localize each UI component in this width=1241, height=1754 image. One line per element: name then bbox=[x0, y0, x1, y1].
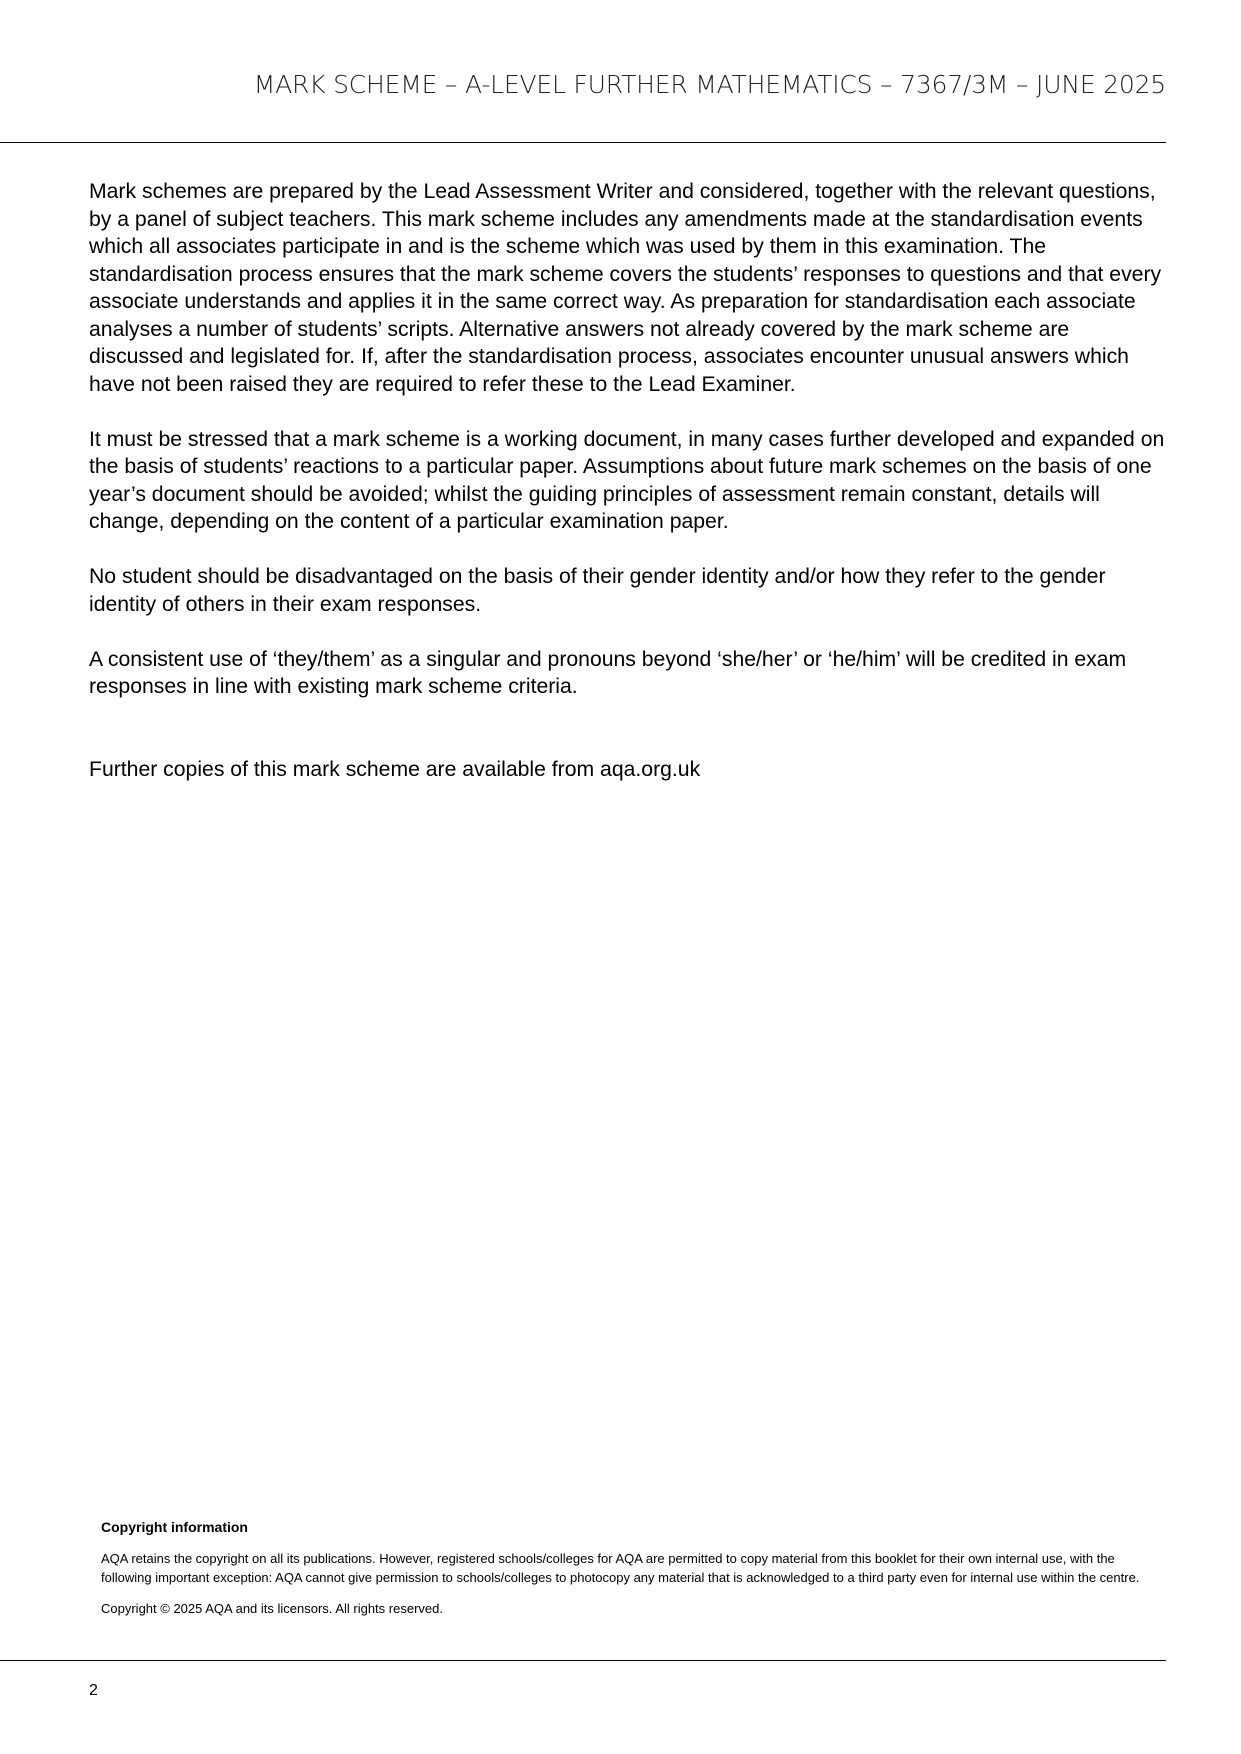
copyright-section bbox=[101, 1518, 1141, 1630]
page-header-title: MARK SCHEME – A-LEVEL FURTHER MATHEMATICS – 7367/3M – JUNE 2025 bbox=[253, 70, 1166, 99]
paragraph-gender-identity: No student should be disadvantaged on the basis of their gender identity and/or how they refer to the gender identity of others in their exam responses. bbox=[89, 565, 1106, 616]
further-copies-text: Further copies of this mark scheme are available from aqa.org.uk bbox=[89, 757, 701, 781]
copyright-notice: Copyright © 2025 AQA and its licensors. All rights reserved. bbox=[101, 1601, 443, 1616]
main-content bbox=[89, 178, 1169, 811]
copyright-heading: Copyright information bbox=[101, 1519, 248, 1535]
header-divider bbox=[0, 142, 1166, 143]
footer-divider bbox=[0, 1660, 1166, 1661]
page-number: 2 bbox=[89, 1682, 98, 1699]
paragraph-pronouns: A consistent use of ‘they/them’ as a singular and pronouns beyond ‘she/her’ or ‘he/him’ will be credited in exam responses in line with existing mark scheme criteria. bbox=[89, 647, 1127, 698]
paragraph-working-document: It must be stressed that a mark scheme is a working document, in many cases further developed and expanded on the basis of students’ reactions to a particular paper. Assumptions about future mark schemes on the basis of one year’s document should be avoided; whilst the guiding principles of assessment remain constant, details will change, depending on the content of a particular examination paper. bbox=[89, 427, 1165, 533]
paragraph-mark-scheme-preparation: Mark schemes are prepared by the Lead Assessment Writer and considered, together with the relevant questions, by a panel of subject teachers. This mark scheme includes any amendments made at the standardisation events which all associates participate in and is the scheme which was used by them in this examination. The standardisation process ensures that the mark scheme covers the students’ responses to questions and that every associate understands and applies it in the same correct way. As preparation for standardisation each associate analyses a number of students’ scripts. Alternative answers not already covered by the mark scheme are discussed and legislated for. If, after the standardisation process, associates encounter unusual answers which have not been raised they are required to refer these to the Lead Examiner. bbox=[89, 180, 1162, 396]
copyright-text: AQA retains the copyright on all its publications. However, registered schools/colleges for AQA are permitted to copy material from this booklet for their own internal use, with the following important exception: AQA cannot give permission to schools/colleges to photocopy any material that is acknowledged to a third party even for internal use within the centre. bbox=[101, 1551, 1140, 1585]
